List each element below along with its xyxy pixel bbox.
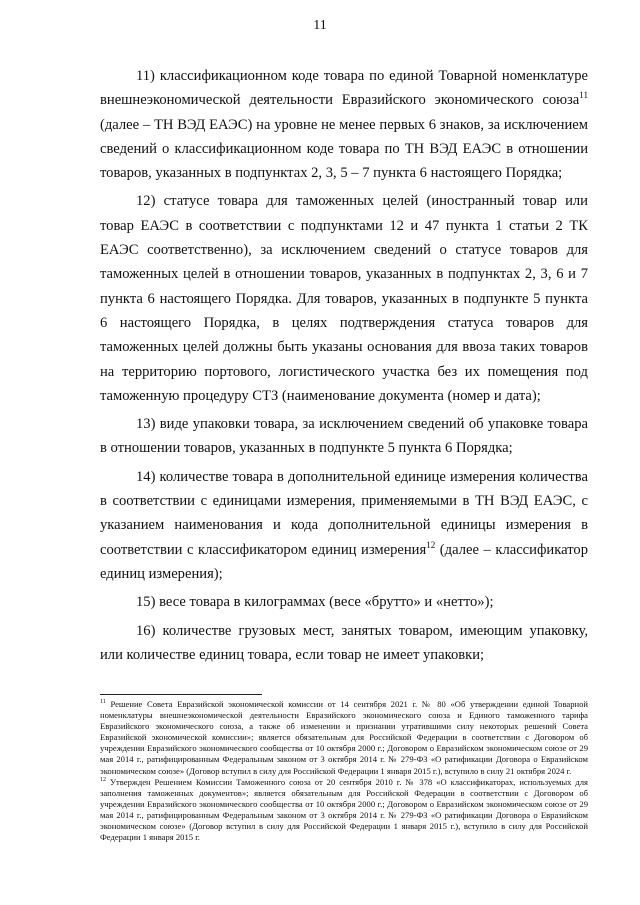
footnote-text: Решение Совета Евразийской экономической комиссии от 14 сентября 2021 г. № 80 «Об утверждении единой Товарной номенклатуры внешнеэкономической деятельности Евразийского экономического союза и Единого таможенного тарифа Евразийского экономического союза, а также об изменении и признании утратившими силу некоторых решений Совета Евразийской экономической комиссии»; является обязательным для Российской Федерации в соответствии с Договором об учреждении Евразийского экономического сообщества от 10 октября 2000 г.; Договором о Евразийском экономическом союзе от 29 мая 2014 г., ратифицированным Федеральным законом от 3 октября 2014 г. № 279-ФЗ «О ратификации Договора о Евразийском экономическом союзе» (Договор вступил в силу для Российской Федерации 1 января 2015 г.), вступило в силу 21 октября 2024 г.	[100, 699, 588, 776]
paragraph-item-14	[100, 465, 588, 586]
body-text	[100, 64, 588, 667]
paragraph-item-15	[100, 590, 588, 614]
paragraph-text: 14) количестве товара в дополнительной единице измерения количества в соответствии с единицами измерения, применяемыми в ТН ВЭД ЕАЭС, с указанием наименования и кода дополнительной единицы измерения в соответствии с классификатором единиц измерения	[100, 468, 588, 558]
paragraph-item-12	[100, 189, 588, 408]
paragraph-text: 12) статусе товара для таможенных целей (иностранный товар или товар ЕАЭС в соответствии с подпунктами 12 и 47 пункта 1 статьи 2 ТК ЕАЭС соответственно), за исключением сведений о статусе товаров для таможенных целей в отношении товаров, указанных в подпунктах 2, 3, 6 и 7 пункта 6 настоящего Порядка. Для товаров, указанных в подпункте 5 пункта 6 настоящего Порядка, в целях подтверждения статуса товаров для таможенных целей должны быть указаны основания для ввоза таких товаров на территорию портового, логистического участка без их помещения под таможенную процедуру СТЗ (наименование документа (номер и дата);	[100, 193, 588, 404]
paragraph-text-continued: (далее – классификатор единиц измерения);	[100, 541, 588, 582]
footnote-ref-12[interactable]: 12	[426, 539, 436, 550]
footnote-11	[100, 699, 588, 777]
footnote-12	[100, 777, 588, 844]
footnote-mark: 11	[100, 699, 106, 706]
paragraph-text: 13) виде упаковки товара, за исключением сведений об упаковке товара в отношении товаров, указанных в подпункте 5 пункта 6 Порядка;	[100, 416, 588, 457]
paragraph-item-16	[100, 619, 588, 668]
footnote-separator	[100, 694, 262, 695]
paragraph-item-13	[100, 412, 588, 461]
paragraph-text: 16) количестве грузовых мест, занятых товаром, имеющим упаковку, или количестве единиц товара, если товар не имеет упаковки;	[100, 622, 588, 663]
footnote-mark: 12	[100, 776, 107, 783]
paragraph-text: 15) весе товара в килограммах (весе «брутто» и «нетто»);	[136, 594, 494, 611]
paragraph-item-11	[100, 64, 588, 185]
footnote-text: Утвержден Решением Комиссии Таможенного союза от 20 сентября 2010 г. № 378 «О классификаторах, используемых для заполнения таможенных документов»; является обязательным для Российской Федерации в соответствии с Договором об учреждении Евразийского экономического сообщества от 10 октября 2000 г.; Договором о Евразийском экономическом союзе от 29 мая 2014 г., ратифицированным Федеральным законом от 3 октября 2014 г. № 279-ФЗ «О ратификации Договора о Евразийском экономическом союзе» (Договор вступил в силу для Российской Федерации 1 января 2015 г.), вступило в силу для Российской Федерации 1 января 2015 г.	[100, 776, 588, 843]
footnotes	[100, 699, 588, 843]
page-number: 11	[313, 18, 327, 33]
paragraph-text: 11) классификационном коде товара по единой Товарной номенклатуре внешнеэкономической деятельности Евразийского экономического союза	[100, 68, 588, 109]
paragraph-text-continued: (далее – ТН ВЭД ЕАЭС) на уровне не менее первых 6 знаков, за исключением сведений о классификационном коде товара по ТН ВЭД ЕАЭС в отношении товаров, указанных в подпунктах 2, 3, 5 – 7 пункта 6 настоящего Порядка;	[100, 116, 588, 182]
footnote-ref-11[interactable]: 11	[579, 90, 588, 101]
